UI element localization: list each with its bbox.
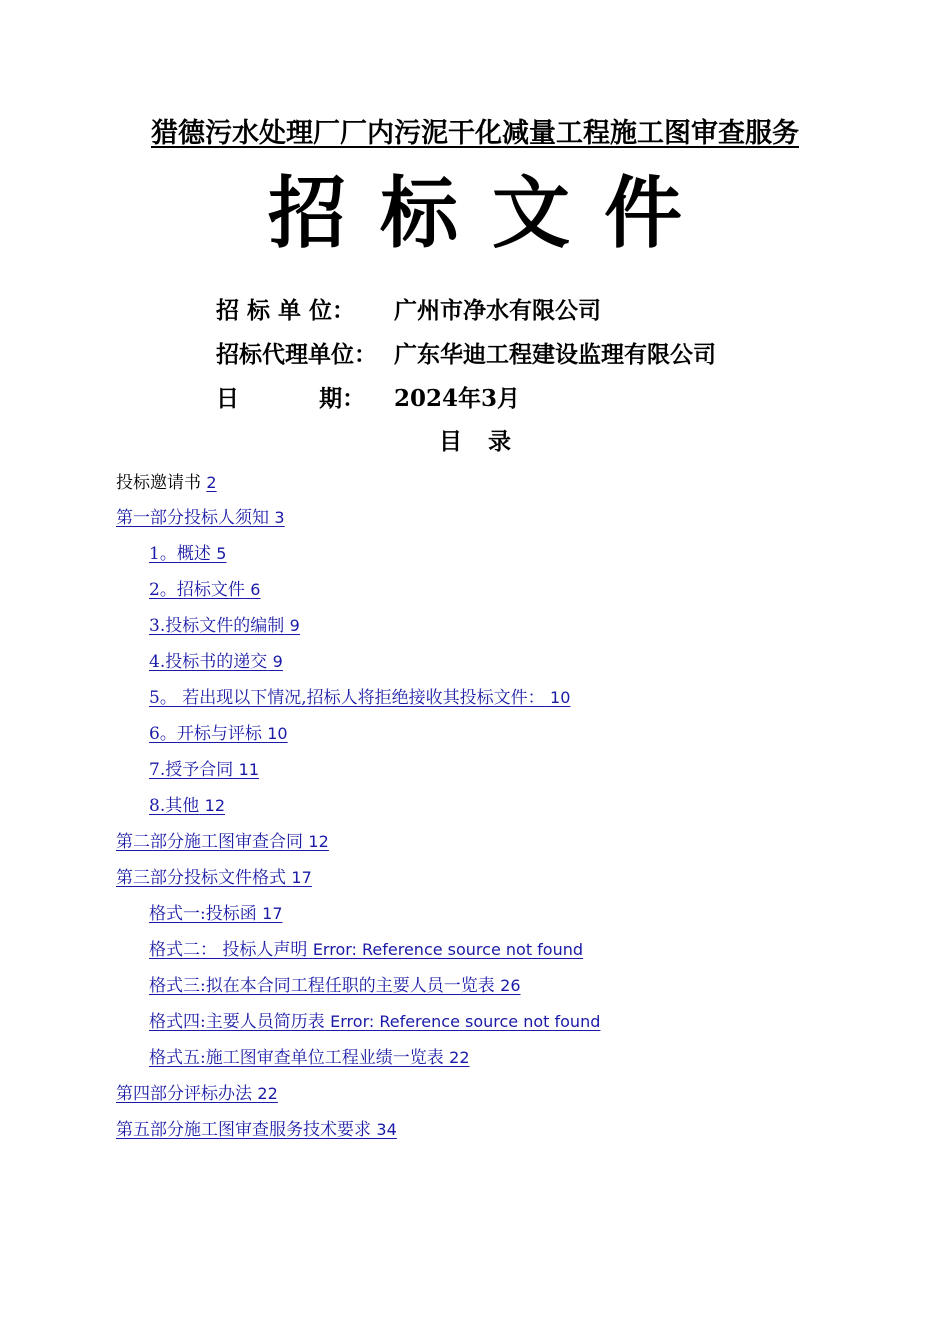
- toc-item-page: 26: [500, 976, 521, 995]
- toc-item-text: 6。开标与评标: [149, 724, 262, 744]
- toc-item-text: 第一部分投标人须知: [116, 508, 269, 528]
- toc-item-format5[interactable]: [149, 1041, 470, 1075]
- toc-item-text: 格式四:主要人员简历表: [149, 1012, 325, 1032]
- toc-item-page: 17: [291, 868, 312, 887]
- toc-item-page: 9: [289, 616, 300, 635]
- toc-item-text: 第三部分投标文件格式: [116, 868, 286, 888]
- toc-item-page: 9: [272, 652, 283, 671]
- toc-item-bid-prep[interactable]: [149, 609, 300, 643]
- toc-item-page: Error: Reference source not found: [312, 940, 584, 959]
- toc-item-part1[interactable]: [116, 501, 285, 535]
- toc-item-invitation[interactable]: [116, 466, 217, 500]
- toc-item-part5[interactable]: [116, 1113, 397, 1147]
- toc-item-page: Error: Reference source not found: [330, 1012, 601, 1031]
- toc-item-format2[interactable]: [149, 933, 583, 967]
- info-value-date: 2024年3月: [394, 385, 521, 412]
- info-label-date: 日 期：: [216, 385, 366, 412]
- toc-item-text: 1。概述: [149, 544, 211, 564]
- toc-item-text: 第五部分施工图审查服务技术要求: [116, 1120, 371, 1140]
- document-title: 招标文件: [267, 168, 716, 259]
- info-label-tenderer: 招 标 单 位：: [216, 297, 356, 324]
- toc-item-award[interactable]: [149, 753, 259, 787]
- info-row-date: [216, 382, 520, 416]
- toc-item-opening[interactable]: [149, 717, 288, 751]
- toc-item-text: 2。招标文件: [149, 580, 245, 600]
- toc-item-tender-docs[interactable]: [149, 573, 260, 607]
- toc-item-format1[interactable]: [149, 897, 283, 931]
- toc-item-text: 格式二： 投标人声明: [149, 940, 308, 960]
- toc-item-other[interactable]: [149, 789, 225, 823]
- toc-item-text: 4.投标书的递交: [149, 652, 268, 672]
- toc-item-text: 第四部分评标办法: [116, 1084, 252, 1104]
- toc-item-text: 格式一:投标函: [149, 904, 257, 924]
- toc-item-page: 5: [216, 544, 227, 563]
- toc-item-page: 3: [274, 508, 285, 527]
- toc-item-page: 17: [262, 904, 283, 923]
- toc-item-text: 格式五:施工图审查单位工程业绩一览表: [149, 1048, 444, 1068]
- toc-item-format3[interactable]: [149, 969, 521, 1003]
- toc-item-text: 8.其他: [149, 796, 200, 816]
- toc-item-part4[interactable]: [116, 1077, 278, 1111]
- info-row-tenderer: [216, 294, 601, 328]
- toc-item-page: 10: [267, 724, 288, 743]
- toc-item-format4[interactable]: [149, 1005, 600, 1039]
- info-row-agency: [216, 338, 716, 372]
- toc-item-bid-submit[interactable]: [149, 645, 283, 679]
- info-value-tenderer: 广州市净水有限公司: [394, 297, 601, 324]
- toc-heading: 目录: [439, 428, 537, 455]
- toc-item-page: 12: [204, 796, 225, 815]
- toc-item-text: 投标邀请书: [116, 473, 201, 493]
- toc-item-part3[interactable]: [116, 861, 312, 895]
- toc-item-text: 7.授予合同: [149, 760, 234, 780]
- toc-item-page[interactable]: 2: [206, 473, 217, 492]
- project-title: 猎德污水处理厂厂内污泥干化减量工程施工图审查服务: [151, 118, 799, 149]
- toc-item-text: 第二部分施工图审查合同: [116, 832, 303, 852]
- toc-item-page: 22: [257, 1084, 278, 1103]
- toc-item-rejection[interactable]: [149, 681, 570, 715]
- info-value-agency: 广东华迪工程建设监理有限公司: [394, 341, 716, 368]
- toc-item-page: 34: [376, 1120, 397, 1139]
- info-label-agency: 招标代理单位：: [216, 341, 377, 368]
- toc-item-page: 12: [308, 832, 329, 851]
- toc-item-part2[interactable]: [116, 825, 329, 859]
- toc-item-text: 格式三:拟在本合同工程任职的主要人员一览表: [149, 976, 495, 996]
- toc-item-page: 22: [449, 1048, 470, 1067]
- toc-item-overview[interactable]: [149, 537, 226, 571]
- toc-item-page: 6: [250, 580, 261, 599]
- toc-item-page: 10: [550, 688, 571, 707]
- toc-item-text: 3.投标文件的编制: [149, 616, 285, 636]
- toc-item-page: 11: [238, 760, 259, 779]
- toc-item-text: 5。 若出现以下情况,招标人将拒绝接收其投标文件：: [149, 688, 545, 708]
